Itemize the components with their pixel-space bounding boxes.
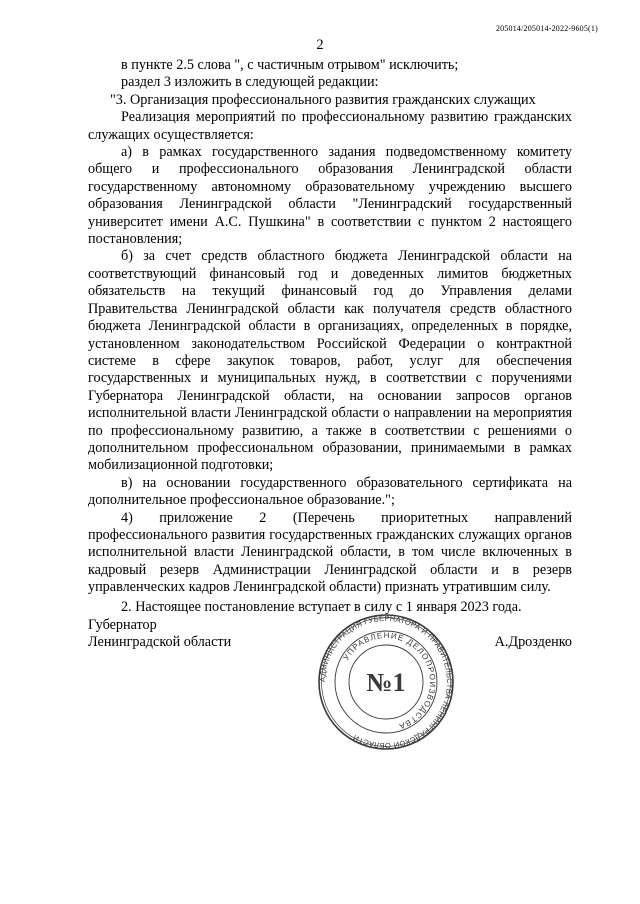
signatory-name: А.Дрозденко (494, 634, 572, 650)
page-number: 2 (316, 37, 324, 53)
paragraph: 2. Настоящее постановление вступает в силу с 1 января 2023 года. (121, 598, 522, 615)
document-id: 205014/205014-2022-9605(1) (495, 24, 598, 33)
paragraph: а) в рамках государственного задания подведомственному комитету общего и профессионального образования Ленинградской области государственному автономному образовательному учреждению высшего образования Ленинградской области "Ленинградский государственный университет имени А.С. Пушкина" в соответствии с пунктом 2 настоящего постановления; (88, 144, 572, 248)
seal-outer-text: АДМИНИСТРАЦИЯ ГУБЕРНАТОРА И ПРАВИТЕЛЬСТВА ЛЕНИНГРАДСКОЙ ОБЛАСТИ (317, 613, 455, 751)
paragraph: в пункте 2.5 слова ", с частичным отрывом" исключить; (121, 57, 459, 73)
paragraph: Реализация мероприятий по профессиональному развитию гражданских служащих осуществляется: (88, 109, 572, 143)
seal-ring-text: УПРАВЛЕНИЕ ДЕЛОПРОИЗВОДСТВА (341, 630, 438, 732)
paragraph: б) за счет средств областного бюджета Ленинградской области на соответствующий финансовый год и доведенных лимитов бюджетных обязательств на текущий финансовый год до Управления делами Правительства Ленинградской области как получателя средств областного бюджета Ленинградской области в организациях, определенных в порядке, установленном законодательством Российской Федерации о контрактной системе в сфере закупок товаров, работ, услуг для обеспечения государственных и муниципальных нужд, в соответствии с поручениями Губернатора Ленинградской области, на основании запросов органов исполнительной власти Ленинградской области о направлении на мероприятия по профессиональному развитию, а также в соответствии с решениями о дополнительном профессиональном образовании, принимаемыми в рамках мобилизационной подготовки; (88, 248, 572, 474)
paragraph: в) на основании государственного образовательного сертификата на дополнительное профессиональное образование."; (88, 474, 572, 509)
section-heading: "3. Организация профессионального развития гражданских служащих (110, 91, 536, 108)
document-body (88, 57, 572, 616)
signatory-title-line: Губернатор (88, 617, 157, 633)
signatory-title-line: Ленинградской области (88, 634, 232, 651)
signatory-title (88, 617, 231, 652)
paragraph: 4) приложение 2 (Перечень приоритетных направлений профессионального развития государственных гражданских служащих органов исполнительной власти Ленинградской области, в том числе включенных в кадровый резерв Администрации Ленинградской области и в резерв управленческих кадров Ленинградской области) признать утратившим силу. (88, 509, 572, 596)
paragraph: раздел 3 изложить в следующей редакции: (121, 74, 379, 91)
seal-number: №1 (366, 668, 406, 697)
official-seal (316, 612, 456, 752)
